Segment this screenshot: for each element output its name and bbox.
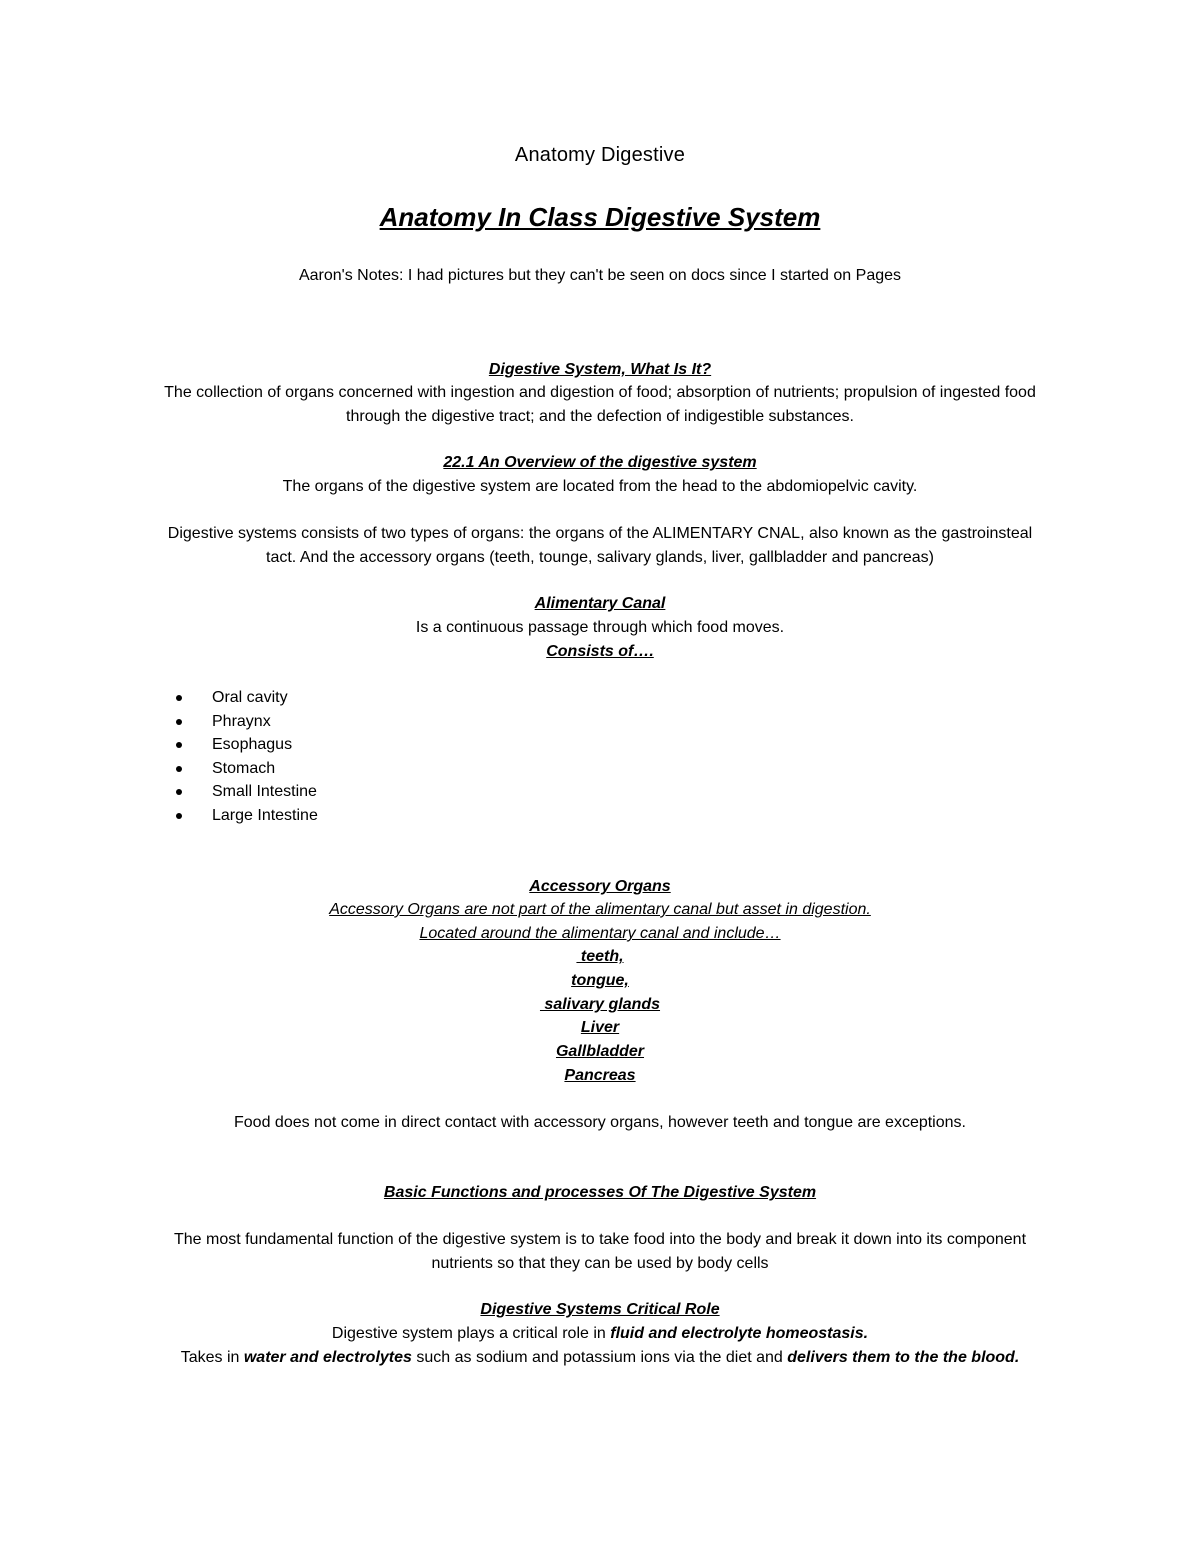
accessory-organ-item: Liver bbox=[580, 1019, 620, 1036]
paragraph-line bbox=[100, 1322, 1100, 1346]
bullet-icon bbox=[176, 695, 182, 701]
bullet-icon bbox=[176, 742, 182, 748]
document-label: Anatomy Digestive bbox=[514, 144, 686, 166]
accessory-organ-item: Gallbladder bbox=[555, 1043, 645, 1060]
paragraph-line: tact. And the accessory organs (teeth, tounge, salivary glands, liver, gallbladder and pancreas) bbox=[266, 549, 934, 566]
text-run: Digestive system plays a critical role in bbox=[331, 1325, 611, 1342]
section-heading-what-is-it: Digestive System, What Is It? bbox=[488, 361, 712, 378]
list-item bbox=[170, 686, 318, 710]
list-item bbox=[170, 710, 318, 734]
accessory-organ-item: teeth, bbox=[576, 948, 624, 965]
paragraph-line: Food does not come in direct contact with accessory organs, however teeth and tongue are exceptions. bbox=[234, 1114, 966, 1131]
page-title: Anatomy In Class Digestive System bbox=[379, 202, 821, 232]
section-heading-basic-functions: Basic Functions and processes Of The Digestive System bbox=[383, 1184, 817, 1201]
bold-text-run: fluid and electrolyte homeostasis. bbox=[610, 1325, 869, 1342]
subheading-consists-of: Consists of…. bbox=[546, 643, 654, 660]
accessory-organ-item: tongue, bbox=[571, 972, 629, 989]
section-heading-critical-role: Digestive Systems Critical Role bbox=[480, 1301, 720, 1318]
list-item-label: Phraynx bbox=[212, 712, 271, 730]
paragraph-line: through the digestive tract; and the defection of indigestible substances. bbox=[346, 408, 854, 425]
paragraph-line: Accessory Organs are not part of the alimentary canal but asset in digestion. bbox=[329, 901, 871, 918]
list-item-label: Stomach bbox=[212, 759, 276, 777]
section-heading-accessory-organs: Accessory Organs bbox=[529, 878, 671, 895]
list-item-label: Large Intestine bbox=[212, 806, 318, 824]
bullet-icon bbox=[176, 766, 182, 772]
paragraph-line: Digestive systems consists of two types of organs: the organs of the ALIMENTARY CNAL, also known as the gastroinsteal bbox=[167, 525, 1033, 542]
paragraph-line: Located around the alimentary canal and include… bbox=[419, 925, 781, 942]
paragraph-line: The organs of the digestive system are located from the head to the abdomiopelvic cavity. bbox=[282, 478, 918, 495]
bold-text-run: water and electrolytes bbox=[243, 1349, 412, 1366]
text-run: Takes in bbox=[180, 1349, 244, 1366]
bold-text-run: delivers them to the the blood. bbox=[787, 1349, 1020, 1366]
list-item bbox=[170, 733, 318, 757]
bullet-icon bbox=[176, 789, 182, 795]
bullet-icon bbox=[176, 813, 182, 819]
author-note: Aaron's Notes: I had pictures but they can't be seen on docs since I started on Pages bbox=[298, 267, 902, 284]
bullet-icon bbox=[176, 719, 182, 725]
list-item-label: Small Intestine bbox=[212, 783, 317, 801]
list-item bbox=[170, 757, 318, 781]
paragraph-line: nutrients so that they can be used by body cells bbox=[431, 1255, 769, 1272]
accessory-organ-item: Pancreas bbox=[564, 1067, 636, 1084]
text-run: such as sodium and potassium ions via the diet and bbox=[411, 1349, 788, 1366]
list-item bbox=[170, 780, 318, 804]
paragraph-line: Is a continuous passage through which food moves. bbox=[415, 619, 785, 636]
paragraph-line bbox=[100, 1346, 1100, 1370]
section-heading-overview: 22.1 An Overview of the digestive system bbox=[443, 454, 757, 471]
section-heading-alimentary-canal: Alimentary Canal bbox=[534, 595, 666, 612]
accessory-organ-item: salivary glands bbox=[539, 996, 661, 1013]
paragraph-line: The collection of organs concerned with ingestion and digestion of food; absorption of nutrients; propulsion of ingested food bbox=[164, 384, 1036, 401]
paragraph-line: The most fundamental function of the digestive system is to take food into the body and break it down into its component bbox=[173, 1231, 1027, 1248]
list-item-label: Esophagus bbox=[212, 736, 293, 754]
list-item-label: Oral cavity bbox=[212, 689, 288, 706]
alimentary-canal-list bbox=[170, 686, 318, 828]
list-item bbox=[170, 804, 318, 828]
